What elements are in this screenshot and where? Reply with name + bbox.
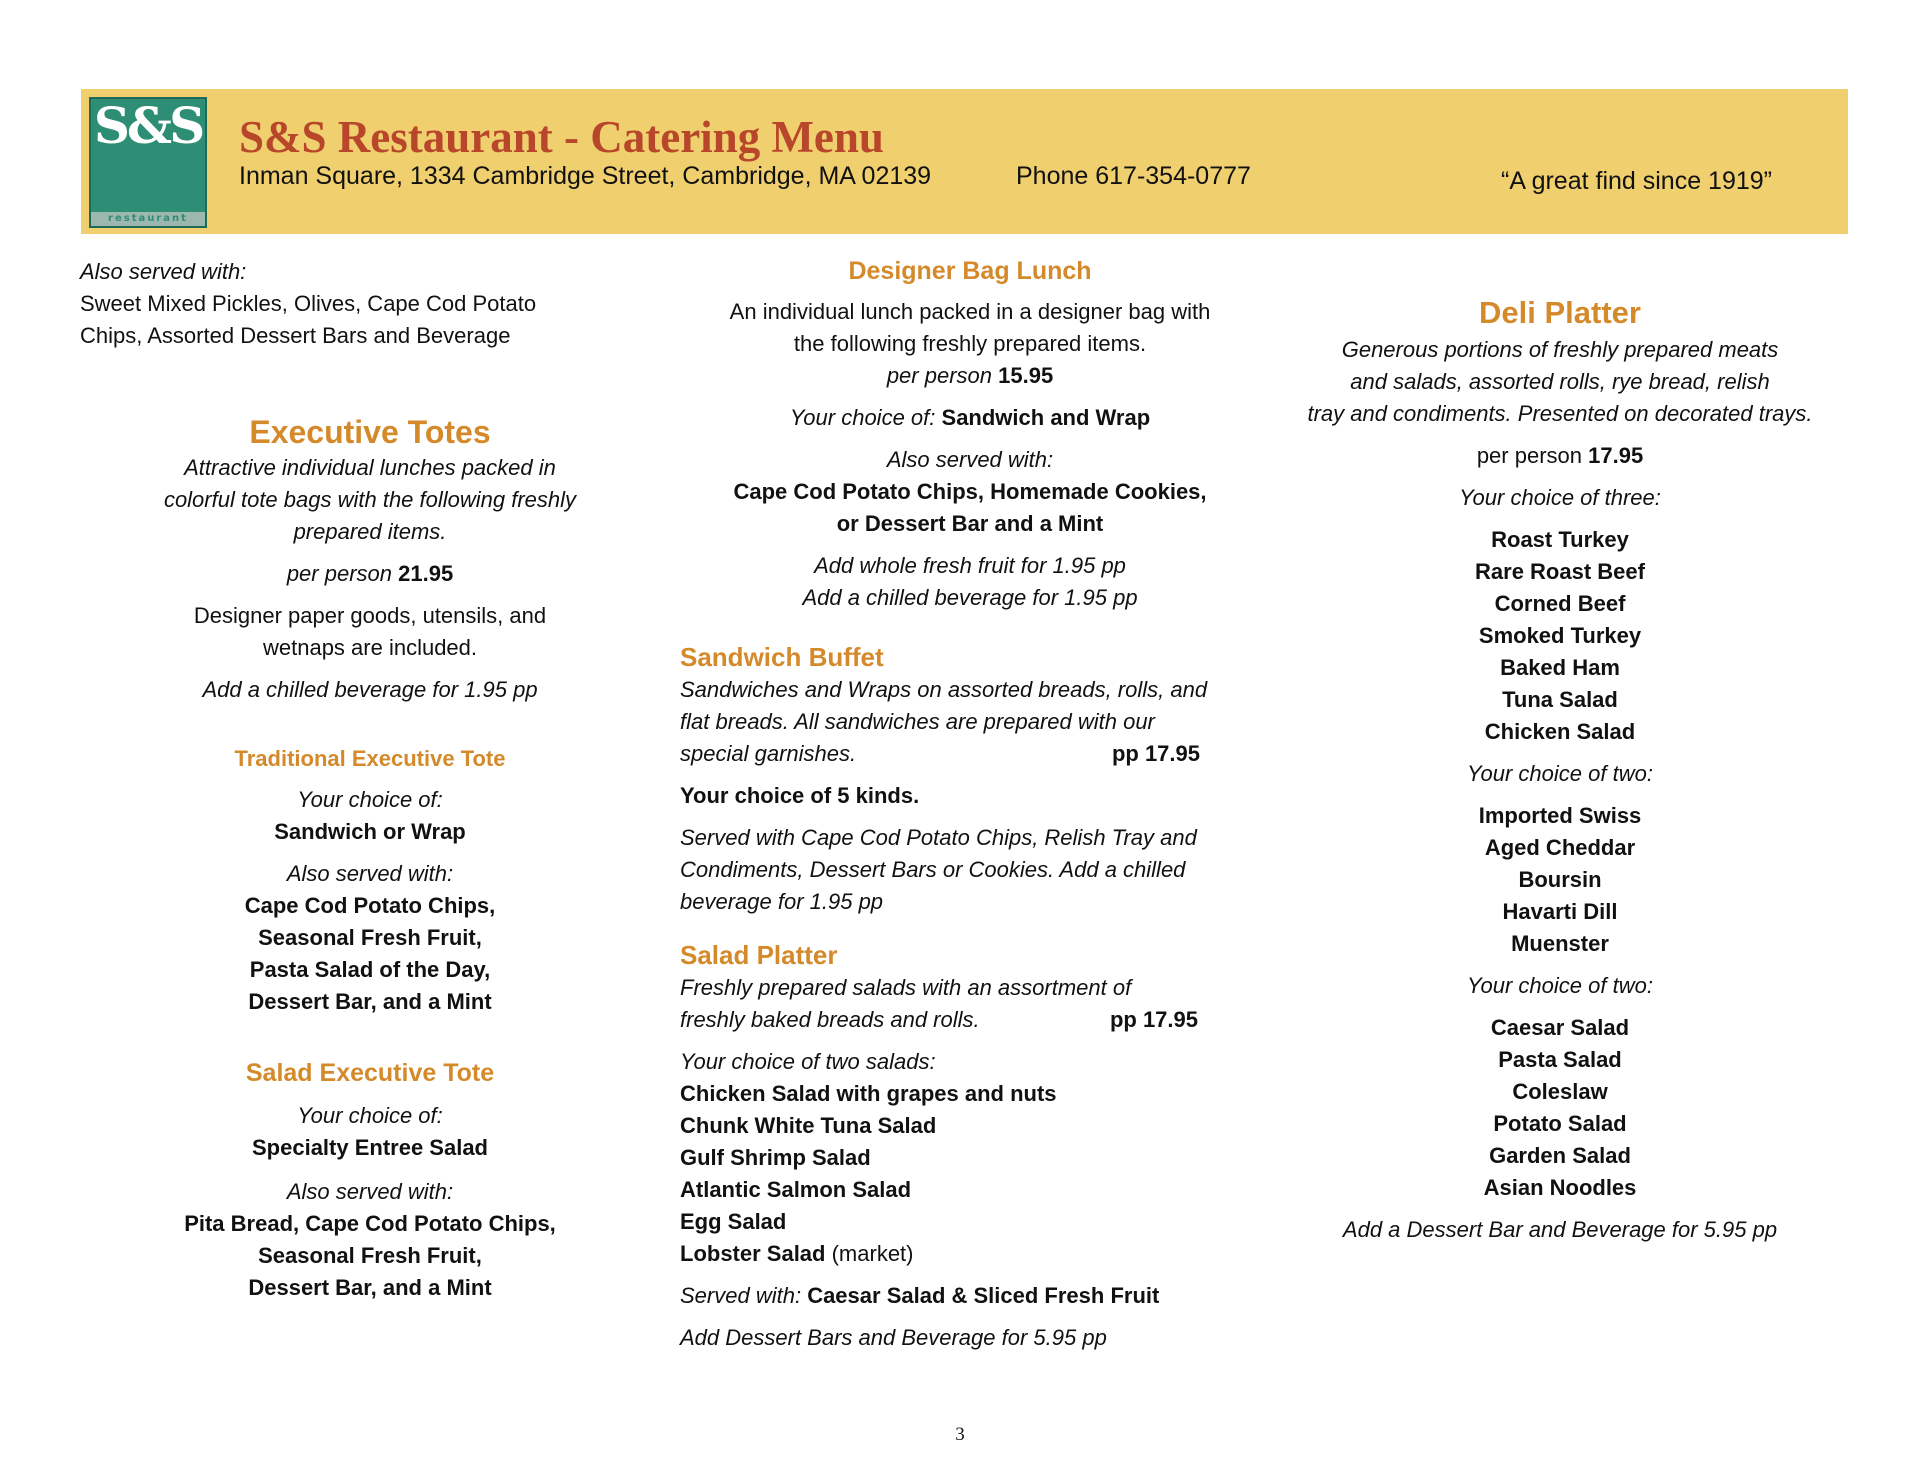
also-label: Also served with: xyxy=(286,861,454,886)
cheese-item: Muenster xyxy=(1511,931,1609,956)
meat-item: Smoked Turkey xyxy=(1478,623,1642,648)
bag-choice xyxy=(680,402,1260,434)
price-label: per person xyxy=(286,561,392,586)
phone: Phone 617-354-0777 xyxy=(1016,162,1251,190)
restaurant-logo xyxy=(89,97,207,228)
menu-item: or Dessert Bar and a Mint xyxy=(836,511,1104,536)
cheese-item: Imported Swiss xyxy=(1478,803,1642,828)
meat-choice-label: Your choice of three: xyxy=(1459,485,1661,510)
lobster-note: (market) xyxy=(831,1241,914,1266)
buffet-desc-line: special garnishes. xyxy=(680,741,857,766)
salad-desc-line: freshly baked breads and rolls. xyxy=(680,1007,980,1032)
logo-mark: S&S xyxy=(93,96,203,155)
exec-note-line: wetnaps are included. xyxy=(262,635,478,660)
intro-line: Chips, Assorted Dessert Bars and Beverage xyxy=(80,323,511,348)
meat-item: Corned Beef xyxy=(1494,591,1626,616)
salad-item: Atlantic Salmon Salad xyxy=(680,1177,912,1202)
bag-lunch-title: Designer Bag Lunch xyxy=(848,257,1092,285)
menu-item: Pita Bread, Cape Cod Potato Chips, xyxy=(184,1211,556,1236)
price-value: pp 17.95 xyxy=(1111,741,1200,766)
also-label: Also served with: xyxy=(886,447,1054,472)
bag-desc-line: An individual lunch packed in a designer bag with xyxy=(729,299,1211,324)
cheese-choice-label: Your choice of two: xyxy=(1467,761,1653,786)
header-banner xyxy=(81,89,1848,234)
exec-desc-line: colorful tote bags with the following freshly xyxy=(163,487,577,512)
salad-tote-title: Salad Executive Tote xyxy=(245,1059,495,1087)
menu-item: Cape Cod Potato Chips, Homemade Cookies, xyxy=(733,479,1207,504)
choice-label: Your choice of: xyxy=(297,787,443,812)
salad-desc-line: Freshly prepared salads with an assortment of xyxy=(680,975,1132,1000)
menu-item: Seasonal Fresh Fruit, xyxy=(258,925,482,950)
menu-item: Seasonal Fresh Fruit, xyxy=(258,1243,482,1268)
side-item: Pasta Salad xyxy=(1498,1047,1622,1072)
deli-desc-line: and salads, assorted rolls, rye bread, relish xyxy=(1350,369,1770,394)
exec-price xyxy=(80,558,660,590)
menu-item: Dessert Bar, and a Mint xyxy=(248,989,492,1014)
served-value: Caesar Salad & Sliced Fresh Fruit xyxy=(807,1283,1160,1308)
buffet-price-row xyxy=(680,738,1200,770)
page-number: 3 xyxy=(955,1424,965,1445)
cheese-item: Boursin xyxy=(1518,867,1602,892)
deli-platter-title: Deli Platter xyxy=(1479,295,1641,330)
price-value: 15.95 xyxy=(998,363,1054,388)
side-item: Potato Salad xyxy=(1493,1111,1627,1136)
price-value: 21.95 xyxy=(398,561,454,586)
deli-price xyxy=(1300,440,1820,472)
salad-served xyxy=(680,1280,1260,1312)
meat-item: Tuna Salad xyxy=(1502,687,1618,712)
cheese-item: Havarti Dill xyxy=(1502,899,1618,924)
choice-value: Sandwich and Wrap xyxy=(941,405,1151,430)
buffet-desc-line: Sandwiches and Wraps on assorted breads, rolls, and xyxy=(680,677,1208,702)
column-right xyxy=(1300,256,1820,1246)
exec-add: Add a chilled beverage for 1.95 pp xyxy=(202,677,538,702)
choice-value: Specialty Entree Salad xyxy=(252,1135,488,1160)
address: Inman Square, 1334 Cambridge Street, Cambridge, MA 02139 xyxy=(239,162,932,190)
choice-value: Sandwich or Wrap xyxy=(274,819,466,844)
salad-item: Chicken Salad with grapes and nuts xyxy=(680,1081,1057,1106)
salad-choice-label: Your choice of two salads: xyxy=(680,1049,936,1074)
side-item: Caesar Salad xyxy=(1490,1015,1630,1040)
meat-item: Chicken Salad xyxy=(1484,719,1636,744)
meat-item: Roast Turkey xyxy=(1491,527,1629,552)
buffet-served-line: Served with Cape Cod Potato Chips, Relish Tray and xyxy=(680,825,1197,850)
buffet-choice: Your choice of 5 kinds. xyxy=(680,783,920,808)
salad-item: Gulf Shrimp Salad xyxy=(680,1145,871,1170)
salad-price-row xyxy=(680,1004,1198,1036)
intro-label: Also served with: xyxy=(80,259,247,284)
logo-word: restaurant xyxy=(91,212,205,226)
salad-item: Egg Salad xyxy=(680,1209,787,1234)
buffet-served-line: Condiments, Dessert Bars or Cookies. Add a chilled xyxy=(680,857,1186,882)
intro-line: Sweet Mixed Pickles, Olives, Cape Cod Potato xyxy=(80,291,537,316)
salad-item xyxy=(680,1238,1260,1270)
buffet-served-line: beverage for 1.95 pp xyxy=(680,889,884,914)
meat-item: Baked Ham xyxy=(1500,655,1620,680)
exec-desc-line: Attractive individual lunches packed in xyxy=(184,455,556,480)
exec-note-line: Designer paper goods, utensils, and xyxy=(193,603,547,628)
also-label: Also served with: xyxy=(286,1179,454,1204)
menu-item: Pasta Salad of the Day, xyxy=(249,957,491,982)
side-item: Garden Salad xyxy=(1489,1143,1631,1168)
price-label: per person xyxy=(1476,443,1582,468)
price-value: 17.95 xyxy=(1588,443,1644,468)
add-on: Add a chilled beverage for 1.95 pp xyxy=(802,585,1138,610)
salad-platter-title: Salad Platter xyxy=(680,940,838,970)
buffet-desc-line: flat breads. All sandwiches are prepared with our xyxy=(680,709,1155,734)
price-value: pp 17.95 xyxy=(1109,1007,1198,1032)
price-label: per person xyxy=(886,363,992,388)
side-choice-label: Your choice of two: xyxy=(1467,973,1653,998)
deli-add: Add a Dessert Bar and Beverage for 5.95 pp xyxy=(1342,1217,1778,1242)
lobster-salad: Lobster Salad xyxy=(680,1241,826,1266)
menu-item: Cape Cod Potato Chips, xyxy=(244,893,496,918)
choice-label: Your choice of: xyxy=(789,405,936,430)
deli-desc-line: tray and condiments. Presented on decorated trays. xyxy=(1307,401,1813,426)
column-left xyxy=(80,256,660,1304)
menu-item: Dessert Bar, and a Mint xyxy=(248,1275,492,1300)
sandwich-buffet-title: Sandwich Buffet xyxy=(680,642,884,672)
add-on: Add whole fresh fruit for 1.95 pp xyxy=(814,553,1126,578)
executive-totes-title: Executive Totes xyxy=(249,414,491,450)
traditional-tote-title: Traditional Executive Tote xyxy=(234,746,506,771)
salad-add: Add Dessert Bars and Beverage for 5.95 pp xyxy=(680,1325,1107,1350)
side-item: Coleslaw xyxy=(1512,1079,1608,1104)
tagline: “A great find since 1919” xyxy=(1501,167,1772,195)
bag-price xyxy=(680,360,1260,392)
exec-desc-line: prepared items. xyxy=(293,519,447,544)
cheese-item: Aged Cheddar xyxy=(1484,835,1636,860)
page-title: S&S Restaurant - Catering Menu xyxy=(239,112,884,162)
bag-desc-line: the following freshly prepared items. xyxy=(793,331,1147,356)
served-label: Served with: xyxy=(680,1283,802,1308)
meat-item: Rare Roast Beef xyxy=(1475,559,1645,584)
choice-label: Your choice of: xyxy=(297,1103,443,1128)
column-middle xyxy=(680,256,1260,1354)
side-item: Asian Noodles xyxy=(1483,1175,1637,1200)
deli-desc-line: Generous portions of freshly prepared meats xyxy=(1341,337,1779,362)
salad-item: Chunk White Tuna Salad xyxy=(680,1113,937,1138)
